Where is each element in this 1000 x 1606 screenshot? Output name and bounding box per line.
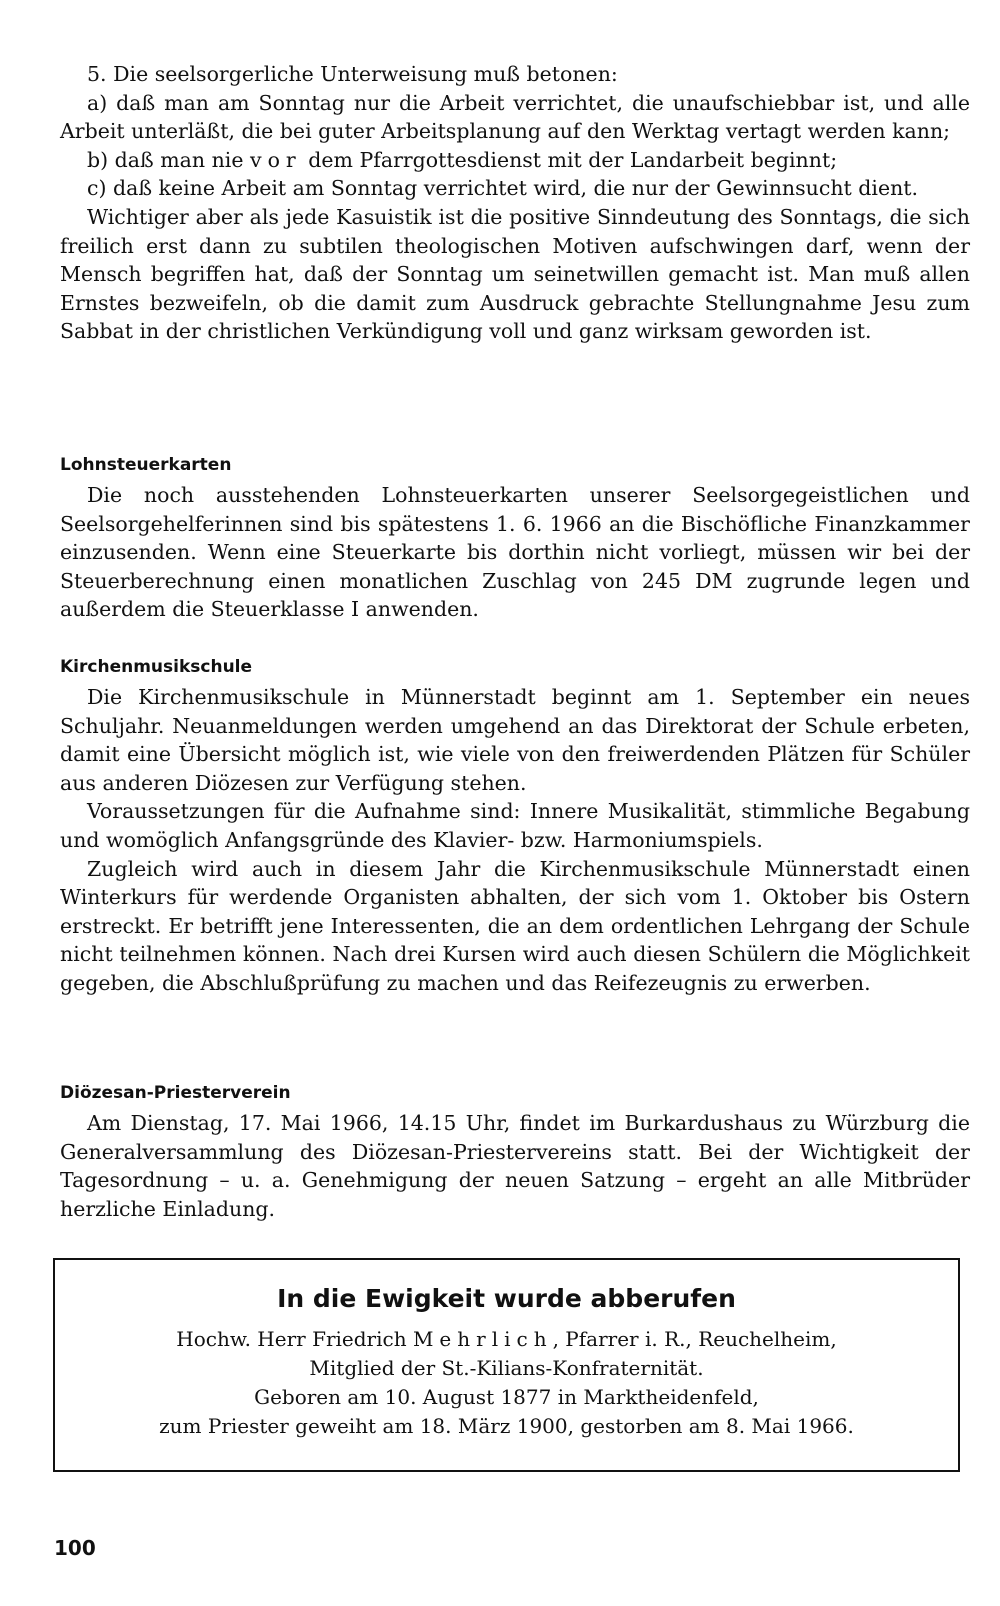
item-c: c) daß keine Arbeit am Sonntag verrichtet wird, die nur der Gewinnsucht dient. (87, 176, 919, 201)
point-5: 5. Die seelsorgerliche Unterweisung muß betonen: (87, 62, 618, 86)
section-text-1: Die Kirchenmusikschule in Münnerstadt beginnt am 1. September ein neues Schuljahr. Neuanmeldungen werden umgehend an das Direktorat der Schule erbeten, damit eine Übersicht möglich ist, wie viele von den freiwerdenden Plätzen für Schüler aus anderen Diözesen zur Verfügung stehen. (60, 685, 970, 795)
page-number: 100 (54, 1536, 96, 1560)
item-b-post: dem Pfarrgottesdienst mit der Landarbeit beginnt; (308, 147, 838, 172)
intro-block (60, 60, 970, 346)
section-heading: Diözesan-Priesterverein (60, 1083, 291, 1103)
obituary-line-3: Geboren am 10. August 1877 in Marktheidenfeld, (254, 1385, 759, 1409)
item-b-emphasis: vor (250, 147, 302, 172)
section-kirchenmusikschule (60, 657, 970, 998)
obituary-name: Mehrlich (412, 1327, 553, 1351)
obituary-line-2: Mitglied der St.-Kilians-Konfraternität. (309, 1356, 704, 1380)
section-priesterverein (60, 1083, 970, 1223)
section-heading: Lohnsteuerkarten (60, 455, 232, 475)
section-text: Die noch ausstehenden Lohnsteuerkarten unserer Seelsorgegeistlichen und Seelsorgehelferinnen sind bis spätestens 1. 6. 1966 an die Bischöfliche Finanzkammer einzusenden. Wenn eine Steuerkarte bis dorthin nicht vorliegt, müssen wir bei der Steuerberechnung einen monatlichen Zuschlag von 245 DM zugrunde legen und außerdem die Steuerklasse I anwenden. (60, 483, 970, 622)
section-lohnsteuerkarten (60, 455, 970, 624)
item-a: a) daß man am Sonntag nur die Arbeit verrichtet, die unaufschiebbar ist, und alle Arbeit unterläßt, die bei guter Arbeitsplanung auf den Werktag vertagt werden kann; (60, 90, 970, 144)
intro-paragraph: Wichtiger aber als jede Kasuistik ist die positive Sinndeutung des Sonntags, die sich freilich erst dann zu subtilen theologischen Motiven aufschwingen darf, wenn der Mensch begriffen hat, daß der Sonntag um seinetwillen gemacht ist. Man muß allen Ernstes bezweifeln, ob die damit zum Ausdruck gebrachte Stellungnahme Jesu zum Sabbat in der christlichen Verkündigung voll und ganz wirksam geworden ist. (60, 204, 970, 344)
section-heading: Kirchenmusikschule (60, 657, 253, 677)
obituary-line-4: zum Priester geweiht am 18. März 1900, gestorben am 8. Mai 1966. (159, 1414, 854, 1438)
item-b (60, 146, 970, 175)
obituary-title: In die Ewigkeit wurde abberufen (277, 1284, 736, 1313)
section-text: Am Dienstag, 17. Mai 1966, 14.15 Uhr, findet im Burkardushaus zu Würzburg die Generalversammlung des Diözesan-Priestervereins statt. Bei der Wichtigkeit der Tagesordnung – u. a. Genehmigung der neuen Satzung – ergeht an alle Mitbrüder herzliche Einladung. (60, 1111, 970, 1221)
obituary-box (53, 1258, 960, 1472)
obituary-line-1-pre: Hochw. Herr Friedrich (176, 1327, 407, 1351)
item-b-pre: b) daß man nie (87, 147, 244, 172)
obituary-line-1-post: , Pfarrer i. R., Reuchelheim, (552, 1327, 837, 1351)
section-text-2: Voraussetzungen für die Aufnahme sind: Innere Musikalität, stimmliche Begabung und womöglich Anfangsgründe des Klavier- bzw. Harmoniumspiels. (60, 799, 970, 852)
obituary-line-1 (55, 1325, 958, 1354)
section-text-3: Zugleich wird auch in diesem Jahr die Kirchenmusikschule Münnerstadt einen Winterkurs für werdende Organisten abhalten, der sich vom 1. Oktober bis Ostern erstreckt. Er betrifft jene Interessenten, die an dem ordentlichen Lehrgang der Schule nicht teilnehmen können. Nach drei Kursen wird auch diesen Schülern die Möglichkeit gegeben, die Abschlußprüfung zu machen und das Reifezeugnis zu erwerben. (60, 856, 970, 995)
